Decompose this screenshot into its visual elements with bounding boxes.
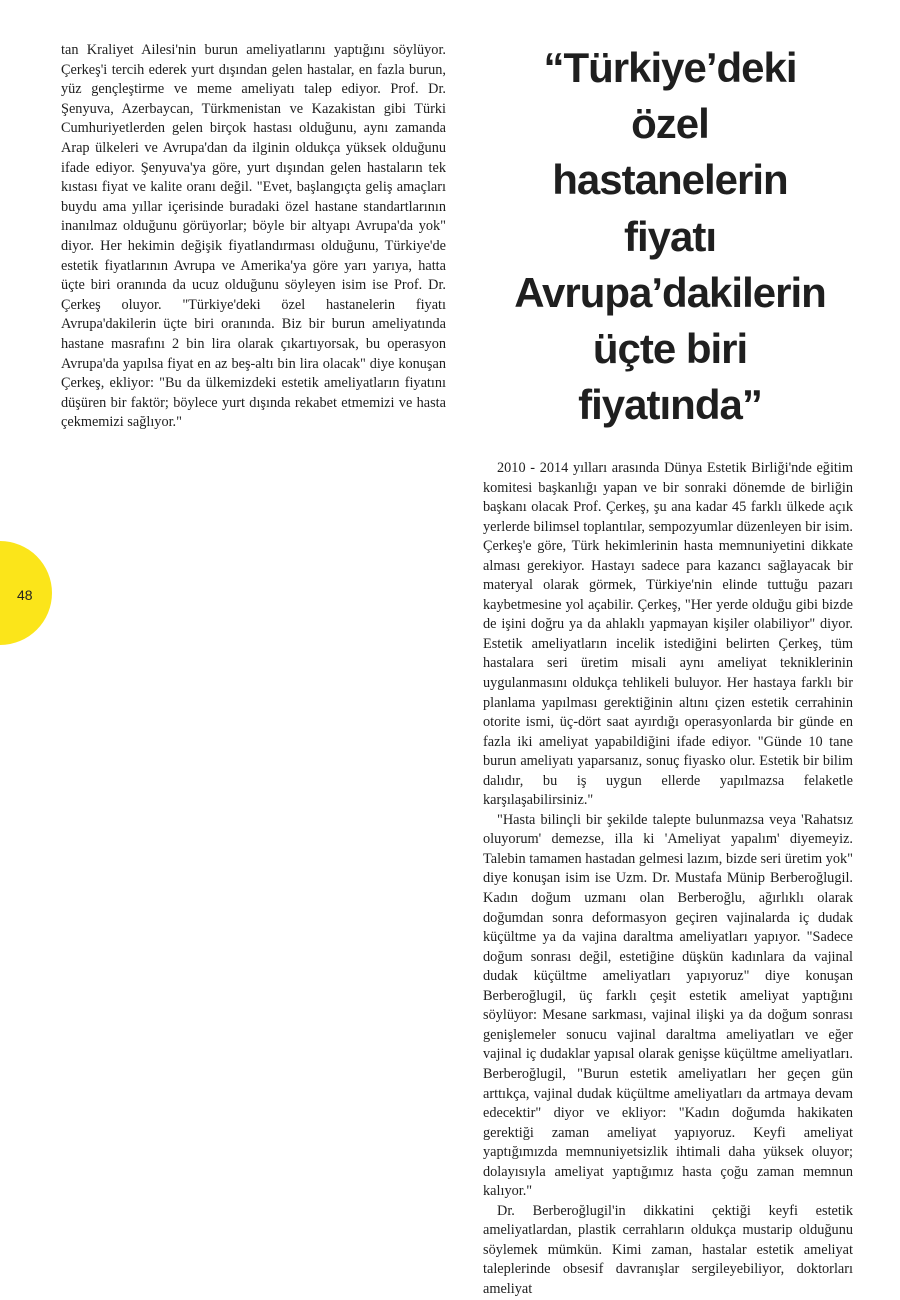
left-text-column: [61, 41, 446, 433]
right-paragraph-3: Dr. Berberoğlugil'in dikkatini çektiği keyfi estetik ameliyatlardan, plastik cerrahların oldukça mustarip olduğunu söylemek mümkün. Kimi zaman, hastalar estetik ameliyat taleplerinde obsesif davranışlar sergileyebiliyor, doktorları ameliyat: [483, 1202, 853, 1297]
page-number: 48: [17, 587, 33, 603]
pull-quote-line: özel: [631, 100, 709, 148]
pull-quote: [470, 40, 870, 433]
pull-quote-line: Avrupa’dakilerin: [514, 268, 826, 316]
pull-quote-line: üçte biri: [592, 325, 748, 373]
left-paragraph-1: tan Kraliyet Ailesi'nin burun ameliyatlarını yaptığını söylüyor. Çerkeş'i tercih ederek yurt dışından gelen hastalar, en fazla burun, yüz gençleştirme ve meme ameliyatı talep ediyor. Prof. Dr. Şenyuva, Azerbaycan, Türkmenistan ve Kazakistan gibi Türki Cumhuriyetlerden gelen birçok hastası olduğunu, aynı zamanda Arap ülkeleri ve Avrupa'dan da ilginin oldukça yüksek olduğunu ifade ediyor. Şenyuva'ya göre, yurt dışından gelen hastaların tek kıstası fiyat ve kalite oranı değil. "Evet, başlangıçta geliş amaçları buydu ama yıllar içerisinde buradaki özel hastane standartlarının inanılmaz olduğunu görüyorlar; böyle bir altyapı Avrupa'da yok" diyor. Her hekimin değişik fiyatlandırması olduğunu, Türkiye'de estetik fiyatlarının Avrupa ve Amerika'ya göre yarı yarıya, hatta üçte biri oranında da ucuz olduğunu söyleyen isim ise Prof. Dr. Çerkeş oluyor. "Türkiye'deki özel hastanelerin fiyatı Avrupa'dakilerin üçte biri oranında. Biz bir burun ameliyatında hastane masrafını 2 bin lira olarak çıkartıyorsak, bu operasyon Avrupa'da yapılsa fiyat en az beş-altı bin lira olacak" diye konuşan Çerkeş, ekliyor: "Bu da ülkemizdeki estetik ameliyatların fiyatını düşüren bir faktör; böylece yurt dışında rekabet etmemizi ve hasta çekmemizi sağlıyor.": [61, 42, 446, 431]
pull-quote-line: “Türkiye’deki: [543, 44, 797, 91]
right-paragraph-2: "Hasta bilinçli bir şekilde talepte bulunmazsa veya 'Rahatsız oluyorum' demezse, illa ki 'Ameliyat yapalım' diyemeyiz. Talebin tamamen hastadan gelmesi lazım, bizde seri üretim yok" diye konuşan isim ise Uzm. Dr. Mustafa Münip Berberoğlugil. Kadın doğum uzmanı olan Berberoğlu, ağırlıklı olarak doğumdan sonra deformasyon geçiren vajinalarda iç dudak küçültme ya da vajina daraltma ameliyatları yapıyor. "Sadece doğum sonrası değil, estetiğine düşkün kadınlara da vajinal dudak küçültme ameliyatları yapıyoruz" diye konuşan Berberoğlugil, üç farklı çeşit estetik ameliyat yaptığını söylüyor: Mesane sarkması, vajinal ilişki ya da doğum sonrası genişlemeler sonucu vajinal daraltma ameliyatları ve eğer vajinal iç dudaklar yapısal olarak genişse küçültme ameliyatları. Berberoğlugil, "Burun estetik ameliyatları her geçen gün arttıkça, vajinal dudak küçültme ameliyatları da artmaya devam edecektir" diyor ve ekliyor: "Kadın doğumda hakikaten gerektiği zaman ameliyat yapıyoruz. Keyfi ameliyat yaptığımızda memnuniyetsizlik ihtimali daha yüksek oluyor; dolayısıyla ameliyat yaptığımız hasta çoğu zaman memnun kalıyor.": [483, 811, 853, 1200]
pull-quote-line: fiyatında”: [578, 381, 762, 429]
right-text-column: [483, 459, 853, 1300]
pull-quote-line: fiyatı: [623, 212, 717, 260]
pull-quote-line: hastanelerin: [552, 156, 788, 204]
right-paragraph-1: 2010 - 2014 yılları arasında Dünya Estetik Birliği'nde eğitim komitesi başkanlığı yapan ve bir sonraki dönemde de birliğin başkanı olacak Prof. Çerkeş, şu ana kadar 45 farklı ülkede açık yerlerde bilimsel toplantılar, sempozyumlar düzenleyen bir isim. Çerkeş'e göre, Türk hekimlerinin hasta memnuniyetini dikkate alması gerekiyor. Hastayı sadece para kazancı sağlayacak bir materyal olarak görmek, Türkiye'nin elinde tuttuğu pazarı kaybetmesine yol açabilir. Çerkeş, "Her yerde olduğu gibi bizde de işini doğru ya da ahlaklı yapmayan kişiler olabiliyor" diyor. Estetik ameliyatların incelik istediğini belirten Çerkeş, tüm hastalara seri üretim misali aynı ameliyat tekniklerinin uygulanmasını oldukça tehlikeli buluyor. Her hastaya farklı bir planlama yapılması gerektiğinin altını çizen estetik cerrahinin otorite ismi, üç-dört saat ayırdığı operasyonlarda bir günde en fazla iki ameliyat yapabildiğini ifade ediyor. "Günde 10 tane burun ameliyatı yaparsanız, sonuç fiyasko olur. Estetik bir bilim dalıdır, bu iş uygun ellerde yapılmazsa felaketle karşılaşabilirsiniz.": [483, 460, 853, 809]
